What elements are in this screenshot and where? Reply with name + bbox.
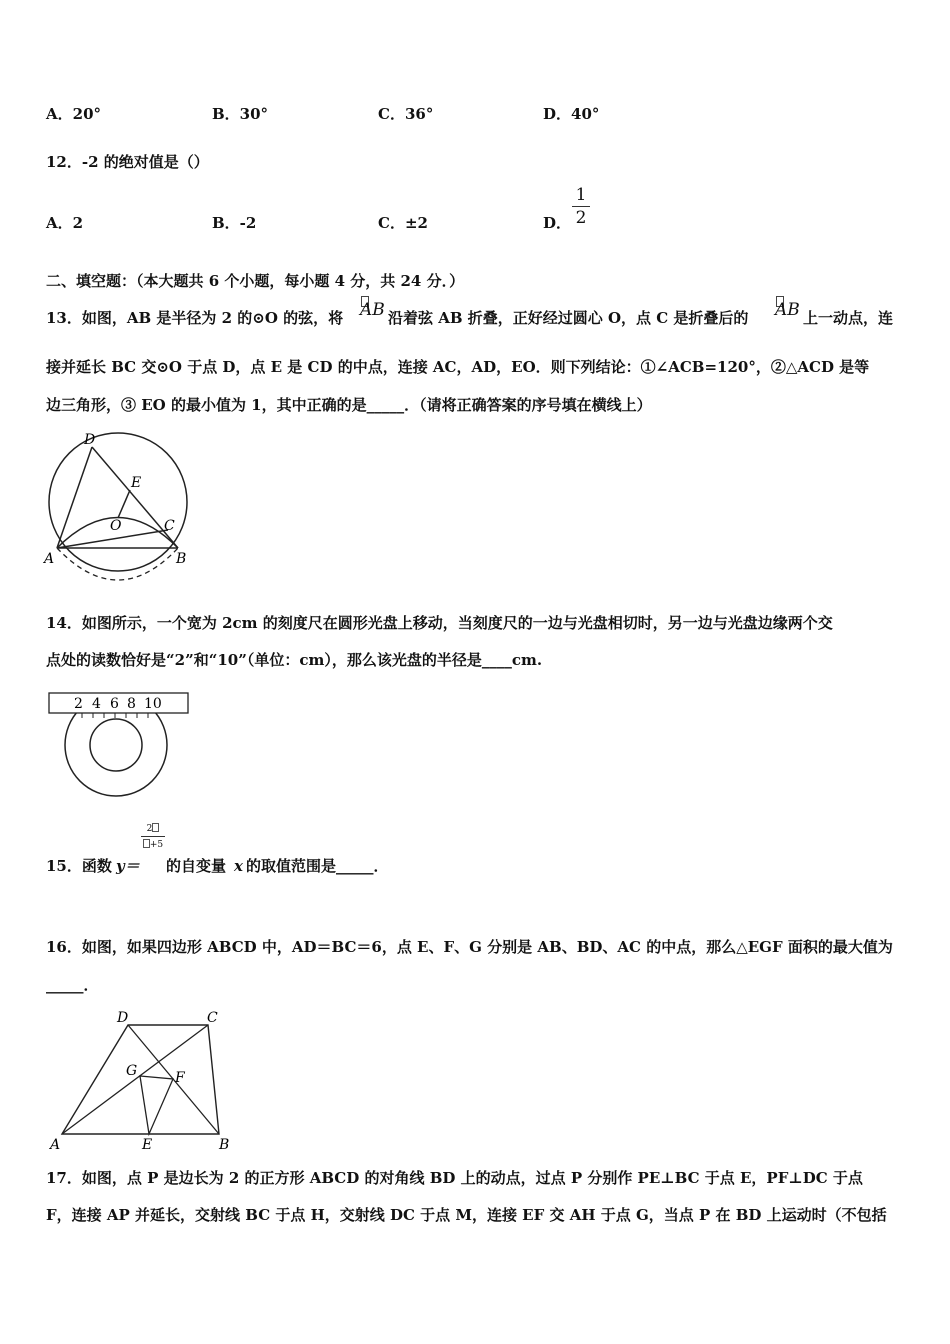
q17-line1: 17．如图，点 P 是边长为 2 的正方形 ABCD 的对角线 BD 上的动点，过点 P 分别作 PE⊥BC 于点 E，PF⊥DC 于点 bbox=[46, 1169, 863, 1187]
q13-line1b: 沿着弦 AB 折叠，正好经过圆心 O，点 C 是折叠后的 bbox=[388, 309, 749, 327]
q15-frac-num: 2 bbox=[146, 824, 153, 834]
q16-line2: _____． bbox=[46, 976, 99, 994]
q13-line1a: 13．如图，AB 是半径为 2 的⊙O 的弦，将 bbox=[46, 309, 344, 327]
q12-fraction-numerator: 1 bbox=[575, 185, 587, 205]
q13-label-b: B bbox=[176, 551, 187, 567]
q14-line1: 14．如图所示，一个宽为 2cm 的刻度尺在圆形光盘上移动，当刻度尺的一边与光盘相切时，另一边与光盘边缘两个交 bbox=[46, 614, 833, 632]
section2-title: 二、填空题：（本大题共 6 个小题，每小题 4 分，共 24 分．） bbox=[46, 272, 465, 290]
q15-var: x bbox=[234, 857, 243, 875]
q15-suffix: 的自变量 bbox=[166, 857, 227, 875]
q16-line1: 16．如图，如果四边形 ABCD 中，AD＝BC＝6，点 E、F、G 分别是 AB、BD、AC 的中点，那么△EGF 面积的最大值为 bbox=[46, 938, 893, 956]
placeholder-box-icon bbox=[143, 839, 150, 848]
q14-ruler-label-10: 10 bbox=[144, 696, 162, 712]
q12-option-b: B．-2 bbox=[212, 214, 257, 232]
q13-line3: 边三角形，③ EO 的最小值为 1，其中正确的是_____．（请将正确答案的序号填在横线上） bbox=[46, 396, 652, 414]
q13-arc-label-1: AB bbox=[360, 300, 385, 320]
placeholder-box-icon bbox=[152, 823, 159, 832]
q13-line2: 接并延长 BC 交⊙O 于点 D，点 E 是 CD 的中点，连接 AC，AD，EO．则下列结论：①∠ACB=120°，②△ACD 是等 bbox=[46, 358, 870, 376]
q16-label-e: E bbox=[142, 1137, 153, 1153]
q15-fraction bbox=[141, 823, 165, 850]
q16-triangle-egf bbox=[140, 1076, 173, 1134]
q13-label-o: O bbox=[110, 518, 122, 534]
q16-label-g: G bbox=[126, 1063, 138, 1079]
q13-label-d: D bbox=[84, 432, 96, 448]
q11-option-d: D．40° bbox=[543, 105, 600, 123]
q14-ruler-label-2: 2 bbox=[74, 696, 83, 712]
q12-option-d: D． bbox=[543, 214, 572, 232]
q13-circle bbox=[49, 433, 187, 571]
q14-ruler-label-6: 6 bbox=[110, 696, 119, 712]
q11-option-b: B．30° bbox=[212, 105, 269, 123]
q16-label-f: F bbox=[175, 1070, 185, 1086]
q13-label-a: A bbox=[44, 551, 55, 567]
q12-fraction-denominator: 2 bbox=[575, 208, 587, 228]
q15-frac-den: +5 bbox=[149, 840, 164, 850]
q13-label-c: C bbox=[164, 518, 175, 534]
q14-ruler-label-4: 4 bbox=[92, 696, 101, 712]
q13-label-e: E bbox=[131, 475, 142, 491]
q16-label-c: C bbox=[207, 1010, 218, 1026]
q11-option-c: C．36° bbox=[378, 105, 434, 123]
q13-dashed-arc bbox=[57, 548, 178, 580]
q14-line2: 点处的读数恰好是“2”和“10”（单位：cm），那么该光盘的半径是____cm. bbox=[46, 651, 543, 669]
q15-suffix2: 的取值范围是_____． bbox=[246, 857, 389, 875]
q13-line1c: 上一动点，连 bbox=[803, 309, 894, 327]
q15-prefix: 15．函数 bbox=[46, 857, 112, 875]
q16-label-b: B bbox=[219, 1137, 230, 1153]
q16-label-a: A bbox=[50, 1137, 61, 1153]
q12-stem: 12．-2 的绝对值是（） bbox=[46, 153, 209, 171]
q11-option-a: A．20° bbox=[46, 105, 102, 123]
q16-figure bbox=[45, 1008, 245, 1154]
q16-label-d: D bbox=[117, 1010, 129, 1026]
q14-figure bbox=[45, 690, 195, 800]
q12-option-a: A．2 bbox=[46, 214, 84, 232]
q12-option-c: C．±2 bbox=[378, 214, 428, 232]
q13-arc-label-2: AB bbox=[775, 300, 800, 320]
q13-figure bbox=[40, 432, 200, 582]
q17-line2: F，连接 AP 并延长，交射线 BC 于点 H，交射线 DC 于点 M，连接 EF 交 AH 于点 G，当点 P 在 BD 上运动时（不包括 bbox=[46, 1206, 887, 1224]
q15-y-eq: y＝ bbox=[116, 857, 140, 875]
q12-fraction bbox=[572, 185, 590, 228]
q14-ruler-label-8: 8 bbox=[127, 696, 136, 712]
q14-inner-circle bbox=[90, 719, 142, 771]
